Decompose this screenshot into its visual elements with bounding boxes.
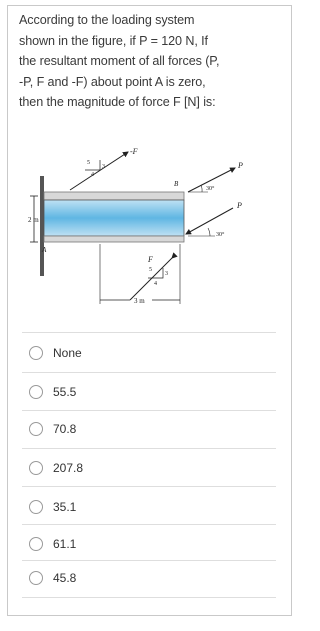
force-p-top-label: P — [238, 161, 243, 170]
force-neg-f-arrow — [70, 152, 128, 190]
divider — [22, 332, 276, 333]
option-label: None — [53, 346, 82, 360]
divider — [22, 524, 276, 525]
option-label: 70.8 — [53, 422, 77, 436]
option-label: 61.1 — [53, 537, 77, 551]
question-line: the resultant moment of all forces (P, — [19, 54, 220, 68]
angle-top-label: 30° — [206, 186, 215, 192]
divider — [22, 448, 276, 449]
divider — [22, 372, 276, 373]
slope-top-5: 5 — [87, 160, 90, 166]
beam-bottom-face — [44, 236, 184, 242]
option-61-1[interactable] — [29, 533, 76, 555]
beam-top-face — [44, 192, 184, 200]
question-line: According to the loading system — [19, 13, 195, 27]
radio-button[interactable] — [29, 422, 43, 436]
radio-button[interactable] — [29, 385, 43, 399]
radio-button[interactable] — [29, 346, 43, 360]
radio-button[interactable] — [29, 571, 43, 585]
option-45-8[interactable] — [29, 567, 76, 589]
slope-top-4: 4 — [91, 172, 94, 178]
angle-bottom-label: 30° — [216, 232, 225, 238]
dim-height-label: 2 m — [28, 216, 39, 224]
question-line: then the magnitude of force F [N] is: — [19, 95, 216, 109]
force-p-bottom-label: P — [237, 201, 242, 210]
option-label: 55.5 — [53, 385, 77, 399]
wall-support — [40, 176, 44, 276]
radio-button[interactable] — [29, 500, 43, 514]
question-text — [19, 10, 281, 113]
option-35-1[interactable] — [29, 496, 76, 518]
point-a-label: A — [42, 246, 47, 254]
question-line: -P, F and -F) about point A is zero, — [19, 74, 206, 89]
option-label: 35.1 — [53, 500, 77, 514]
divider — [22, 410, 276, 411]
option-55-5[interactable] — [29, 381, 76, 403]
divider — [22, 560, 276, 561]
force-neg-f-label: -F — [130, 147, 138, 156]
slope-bot-4: 4 — [154, 281, 157, 287]
slope-bot-3: 3 — [165, 271, 168, 277]
dim-width-label: 3 m — [134, 297, 145, 305]
slope-top-3: 3 — [102, 164, 105, 170]
question-line: shown in the figure, if P = 120 N, If — [19, 33, 208, 48]
option-207-8[interactable] — [29, 457, 83, 479]
force-p-bottom-arrow — [186, 208, 233, 234]
force-f-label: F — [148, 255, 153, 264]
slope-bot-5: 5 — [149, 267, 152, 273]
option-none[interactable] — [29, 342, 82, 364]
option-70-8[interactable] — [29, 418, 76, 440]
radio-button[interactable] — [29, 537, 43, 551]
point-b-label: B — [174, 180, 179, 188]
divider — [22, 486, 276, 487]
beam-body — [44, 200, 184, 236]
force-f-arrow — [130, 258, 172, 300]
option-label: 207.8 — [53, 461, 84, 475]
loading-diagram — [30, 140, 270, 310]
option-label: 45.8 — [53, 571, 77, 585]
radio-button[interactable] — [29, 461, 43, 475]
divider — [22, 597, 276, 598]
